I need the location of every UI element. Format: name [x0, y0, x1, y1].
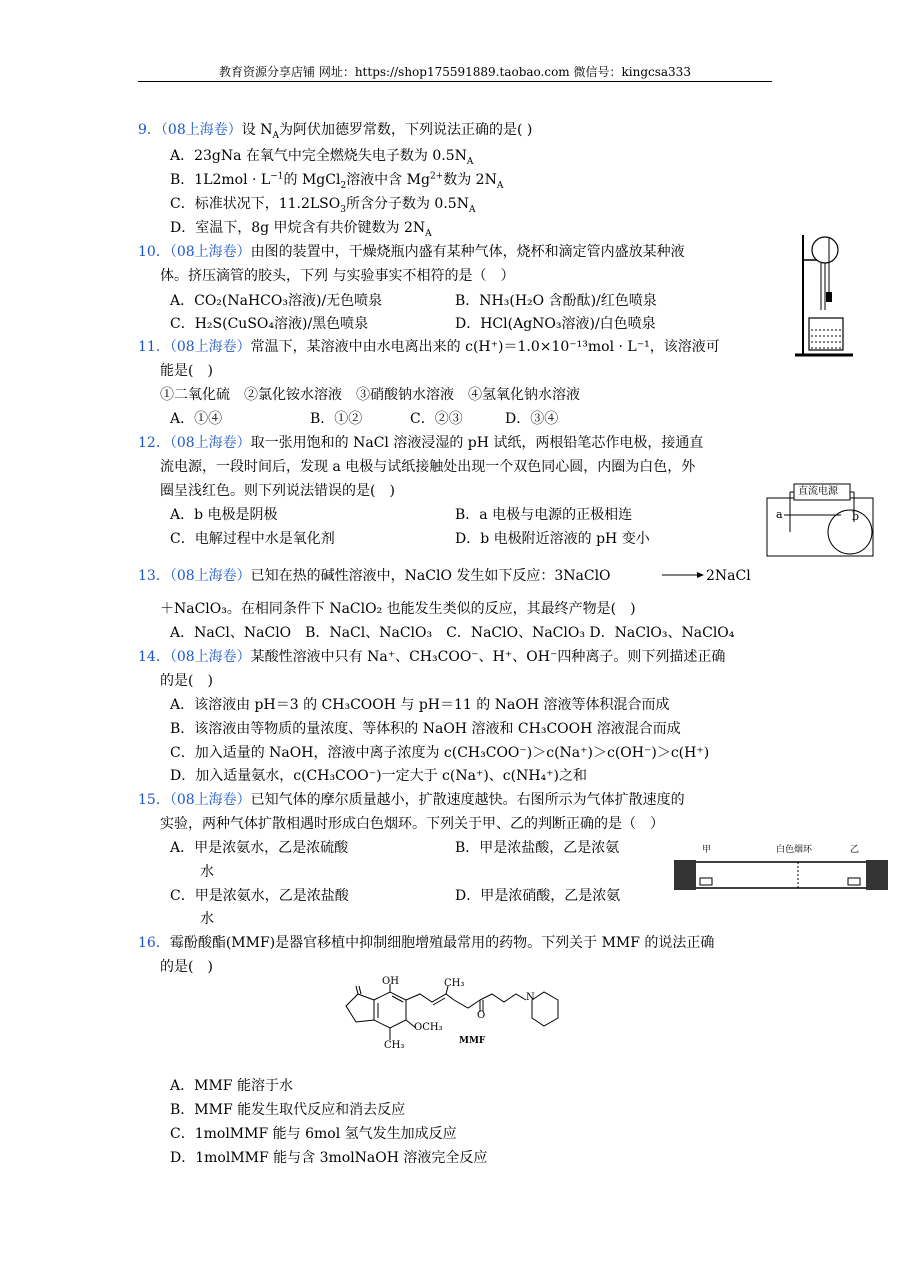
q16-option-b: B．MMF 能发生取代反应和消去反应 — [170, 1102, 406, 1118]
q12-option-a: A．b 电极是阴极 — [170, 507, 278, 523]
question-source: （08上海卷） — [169, 568, 251, 584]
q10-option-c: C．H₂S(CuSO₄溶液)/黑色喷泉 — [170, 316, 369, 332]
q9-option-a: A．23gNa 在氧气中完全燃烧失电子数为 $0.5N_A$ — [170, 148, 474, 167]
question-13-stem: 13．（08上海卷）已知在热的碱性溶液中，NaClO 发生如下反应：3NaClO — [138, 568, 611, 584]
q11-option-d: D．③④ — [505, 411, 559, 427]
question-10-stem: 10．（08上海卷）由图的装置中，干燥烧瓶内盛有某种气体，烧杯和滴定管内盛放某种液 — [138, 244, 685, 260]
q14-option-c: C．加入适量的 NaOH，溶液中离子浓度为 c(CH₃COO⁻)＞c(Na⁺)＞c(OH⁻)＞c(H⁺) — [170, 745, 710, 761]
question-12-stem: 12．（08上海卷）取一张用饱和的 NaCl 溶液浸湿的 pH 试纸，两根铅笔芯作电极，接通直 — [138, 435, 704, 451]
electrolysis-figure — [766, 480, 876, 558]
stem-text: 设 N — [241, 122, 273, 138]
question-16-stem-cont: 的是( ) — [160, 959, 213, 975]
question-12-stem-cont2: 圈呈浅红色。则下列说法错误的是( ) — [160, 483, 395, 499]
question-number: 13． — [138, 568, 170, 584]
q15-option-d: D．甲是浓硝酸，乙是浓氨 — [455, 888, 621, 904]
question-14-stem: 14．（08上海卷）某酸性溶液中只有 Na⁺、CH₃COO⁻、H⁺、OH⁻四种离子。则下列描述正确 — [138, 649, 726, 665]
q13-options: A．NaCl、NaClO B．NaCl、NaClO₃ C．NaClO、NaClO₃ D．NaClO₃、NaClO₄ — [170, 625, 735, 641]
subscript: A — [272, 130, 279, 141]
page-header: 教育资源分享店铺 网址：https://shop175591889.taobao.com 微信号：kingcsa333 — [219, 65, 691, 79]
ch3-bottom-label: CH₃ — [384, 1040, 405, 1051]
q12-option-b: B．a 电极与电源的正极相连 — [455, 507, 633, 523]
mmf-label: MMF — [459, 1036, 486, 1046]
q10-option-a: A．CO₂(NaHCO₃溶液)/无色喷泉 — [170, 293, 383, 309]
question-number: 12． — [138, 435, 170, 451]
question-source: （08上海卷） — [169, 339, 251, 355]
question-number: 11． — [138, 339, 170, 355]
question-number: 16． — [138, 935, 170, 951]
oh-label: OH — [382, 976, 399, 987]
header-divider — [138, 81, 772, 82]
q11-option-a: A．①④ — [170, 411, 223, 427]
q9-option-d: D．室温下，8g 甲烷含有共价键数为 $2N_A$ — [170, 220, 432, 239]
electrode-b-label: b — [852, 510, 860, 523]
question-source: （08上海卷） — [160, 122, 242, 138]
q15-option-b-cont: 水 — [200, 864, 214, 880]
ch3-label: CH₃ — [444, 978, 465, 989]
question-11-stem: 11．（08上海卷）常温下，某溶液中由水电离出来的 c(H⁺)＝1.0×10⁻¹³mol · L⁻¹，该溶液可 — [138, 339, 720, 355]
carbonyl-o-label: O — [477, 1010, 486, 1021]
reaction-arrow — [662, 570, 704, 580]
q10-option-d: D．HCl(AgNO₃溶液)/白色喷泉 — [455, 316, 656, 332]
power-supply-label: 直流电源 — [798, 486, 838, 497]
question-source: （08上海卷） — [169, 435, 251, 451]
smoke-ring-label: 白色烟环 — [776, 845, 813, 855]
q9-option-b: B．$1L2mol \cdot L^{-1}$的 MgCl$_2$溶液中含 $Mg^{2+}$数为 $2N_A$ — [170, 171, 504, 191]
q14-option-a: A．该溶液由 pH＝3 的 CH₃COOH 与 pH＝11 的 NaOH 溶液等体积混合而成 — [170, 697, 670, 713]
q12-option-d: D．b 电极附近溶液的 pH 变小 — [455, 531, 650, 547]
diffusion-tube-figure — [672, 840, 890, 892]
q11-choices: ①二氧化硫 ②氯化铵水溶液 ③硝酸钠水溶液 ④氢氧化钠水溶液 — [160, 387, 580, 403]
q15-option-a: A．甲是浓氨水，乙是浓硫酸 — [170, 840, 349, 856]
question-number: 15． — [138, 792, 170, 808]
och3-label: OCH₃ — [414, 1022, 443, 1033]
q16-option-d: D．1molMMF 能与含 3molNaOH 溶液完全反应 — [170, 1150, 488, 1166]
q15-option-c: C．甲是浓氨水，乙是浓盐酸 — [170, 888, 349, 904]
q9-option-c: C．标准状况下，$11.2LSO_3$所含分子数为 $0.5N_A$ — [170, 196, 476, 215]
question-16-stem: 16．霉酚酸酯(MMF)是器官移植中抑制细胞增殖最常用的药物。下列关于 MMF 的说法正确 — [138, 935, 715, 951]
q10-option-b: B．NH₃(H₂O 含酚酞)/红色喷泉 — [455, 293, 657, 309]
q15-option-d-cont: 水 — [200, 911, 214, 927]
tube-right-label: 乙 — [850, 845, 860, 855]
question-number: 14． — [138, 649, 170, 665]
q14-option-b: B．该溶液由等物质的量浓度、等体积的 NaOH 溶液和 CH₃COOH 溶液混合而成 — [170, 721, 681, 737]
q14-option-d: D．加入适量氨水，c(CH₃COO⁻)一定大于 c(Na⁺)、c(NH₄⁺)之和 — [170, 768, 588, 784]
question-10-stem-cont: 体。挤压滴管的胶头，下列 与实验事实不相符的是（ ） — [160, 268, 515, 284]
nitrogen-label: N — [526, 992, 535, 1003]
q15-option-b: B．甲是浓盐酸，乙是浓氨 — [455, 840, 620, 856]
question-12-stem-cont: 流电源，一段时间后，发现 a 电极与试纸接触处出现一个双色同心圆，内圈为白色，外 — [160, 459, 696, 475]
question-14-stem-cont: 的是( ) — [160, 673, 213, 689]
mmf-structure-figure — [334, 978, 574, 1060]
q16-option-a: A．MMF 能溶于水 — [170, 1078, 293, 1094]
reaction-product: 2NaCl — [706, 568, 751, 584]
q12-option-c: C．电解过程中水是氧化剂 — [170, 531, 335, 547]
question-number: 10． — [138, 244, 170, 260]
question-source: （08上海卷） — [169, 649, 251, 665]
question-15-stem-cont: 实验，两种气体扩散相遇时形成白色烟环。下列关于甲、乙的判断正确的是（ ） — [160, 816, 664, 832]
question-number: 9． — [138, 122, 161, 138]
stem-text: 为阿伏加德罗常数，下列说法正确的是( ) — [278, 122, 533, 138]
question-9-stem — [138, 118, 532, 142]
question-15-stem: 15．（08上海卷）已知气体的摩尔质量越小，扩散速度越快。右图所示为气体扩散速度的 — [138, 792, 685, 808]
question-11-stem-cont: 能是( ) — [160, 363, 213, 379]
question-source: （08上海卷） — [169, 244, 251, 260]
tube-left-label: 甲 — [702, 845, 712, 855]
electrode-a-label: a — [776, 508, 783, 521]
fountain-apparatus-figure — [795, 230, 855, 360]
q16-option-c: C．1molMMF 能与 6mol 氢气发生加成反应 — [170, 1126, 457, 1142]
q11-option-b: B．①② — [310, 411, 363, 427]
question-13-stem-cont: ＋NaClO₃。在相同条件下 NaClO₂ 也能发生类似的反应，其最终产物是( ) — [160, 601, 636, 617]
question-source: （08上海卷） — [169, 792, 251, 808]
q11-option-c: C．②③ — [410, 411, 463, 427]
